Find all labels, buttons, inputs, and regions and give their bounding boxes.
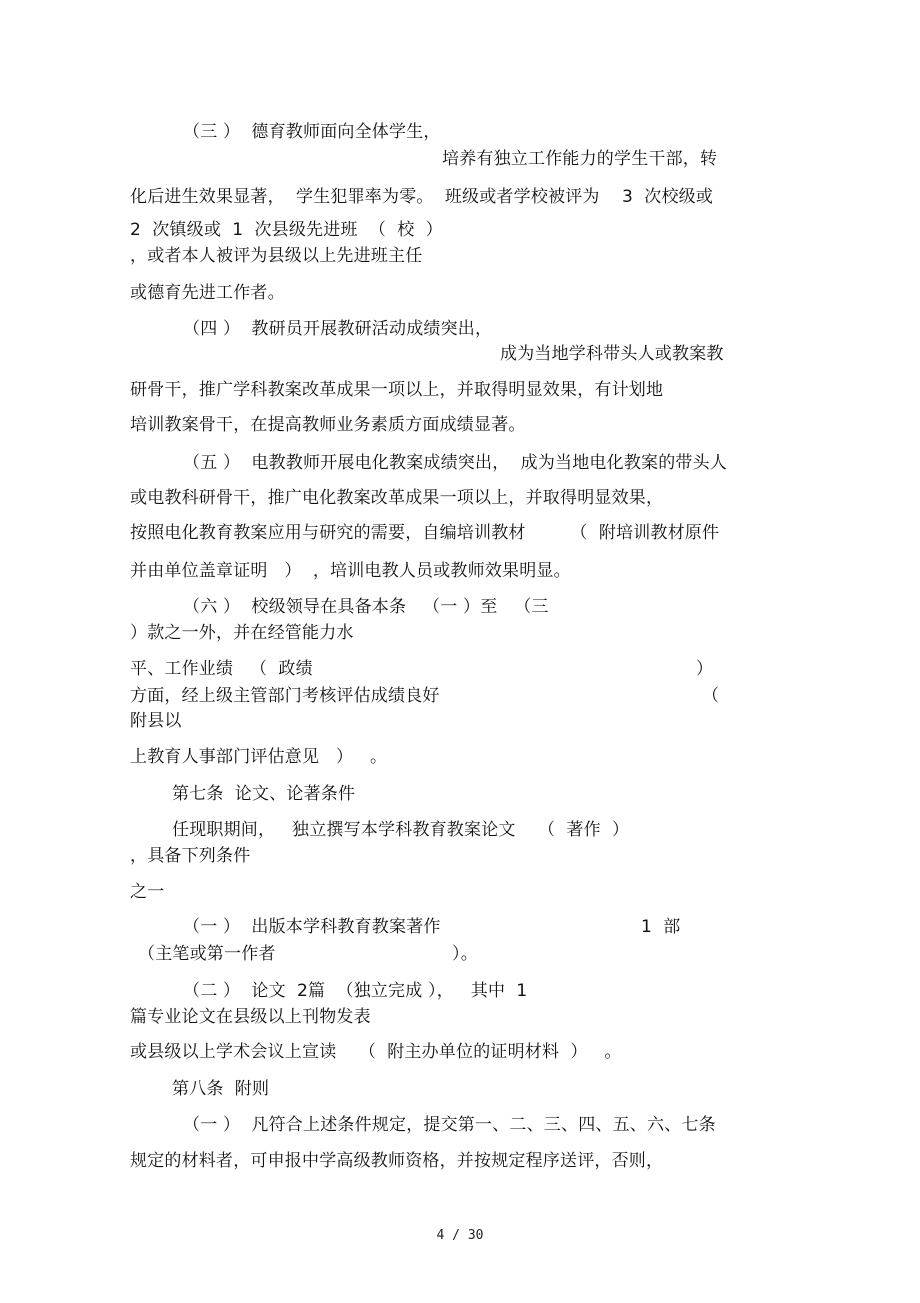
text-line: （二 ） 论文 2篇 （独立完成 ）， 其中 1 xyxy=(183,981,528,1001)
text-line: 附县以 xyxy=(130,711,182,731)
article-heading: 第八条 附则 xyxy=(172,1079,270,1099)
text-line: （ xyxy=(702,686,720,706)
text-line: ）。 xyxy=(452,944,478,964)
text-line: 或县级以上学术会议上宣读 （ 附主办单位的证明材料 ） 。 xyxy=(130,1042,622,1062)
text-line: （六 ） 校级领导在具备本条 （一 ）至 （三 xyxy=(183,597,549,617)
text-line: 化后进生效果显著， 学生犯罪率为零。 班级或者学校被评为 3 次校级或 xyxy=(130,187,714,207)
text-line: 上教育人事部门评估意见 ） 。 xyxy=(130,747,388,767)
text-line: 并由单位盖章证明 ） ，培训电教人员或教师效果明显。 xyxy=(130,561,571,581)
article-heading: 第七条 论文、论著条件 xyxy=(172,784,356,804)
text-line: （主笔或第一作者 xyxy=(138,944,276,964)
text-line: ，或者本人被评为县级以上先进班主任 xyxy=(130,246,423,266)
text-line: （四 ） 教研员开展教研活动成绩突出， xyxy=(183,319,493,339)
text-line: ） xyxy=(696,659,714,679)
text-line: （三 ） 德育教师面向全体学生， xyxy=(183,122,441,142)
text-line: 或电教科研骨干，推广电化教案改革成果一项以上，并取得明显效果， xyxy=(130,488,664,508)
text-line: 之一 xyxy=(130,882,165,902)
text-line: 规定的材料者，可申报中学高级教师资格，并按规定程序送评，否则， xyxy=(130,1151,664,1171)
text-line: （一 ） 出版本学科教育教案著作 xyxy=(183,917,441,937)
text-line: 或德育先进工作者。 xyxy=(130,283,285,303)
text-line: （五 ） 电教教师开展电化教案成绩突出， 成为当地电化教案的带头人 xyxy=(183,453,728,473)
text-line: 培养有独立工作能力的学生干部，转 xyxy=(442,149,718,169)
text-line: 2 次镇级或 1 次县级先进班 （ 校 ） xyxy=(130,220,443,240)
text-line: 方面，经上级主管部门考核评估成绩良好 xyxy=(130,686,440,706)
text-line: 成为当地学科带头人或教案教 xyxy=(500,344,724,364)
text-line: 篇专业论文在县级以上刊物发表 xyxy=(130,1007,371,1027)
text-line: 平、工作业绩 （ 政绩 xyxy=(130,659,313,679)
text-line: ）款之一外，并在经管能力水 xyxy=(130,623,354,643)
text-line: ，具备下列条件 xyxy=(130,846,251,866)
text-line: 研骨干，推广学科教案改革成果一项以上，并取得明显效果，有计划地 xyxy=(130,380,664,400)
page-number: 4 / 30 xyxy=(436,1228,484,1243)
text-line: （一 ） 凡符合上述条件规定，提交第一、二、三、四、五、六、七条 xyxy=(183,1115,716,1135)
text-line: 任现职期间， 独立撰写本学科教育教案论文 （ 著作 ） xyxy=(172,820,630,840)
text-line: 培训教案骨干，在提高教师业务素质方面成绩显著。 xyxy=(130,415,526,435)
text-line: 按照电化教育教案应用与研究的需要，自编培训教材 （ 附培训教材原件 xyxy=(130,523,720,543)
text-line: 1 部 xyxy=(641,917,681,937)
